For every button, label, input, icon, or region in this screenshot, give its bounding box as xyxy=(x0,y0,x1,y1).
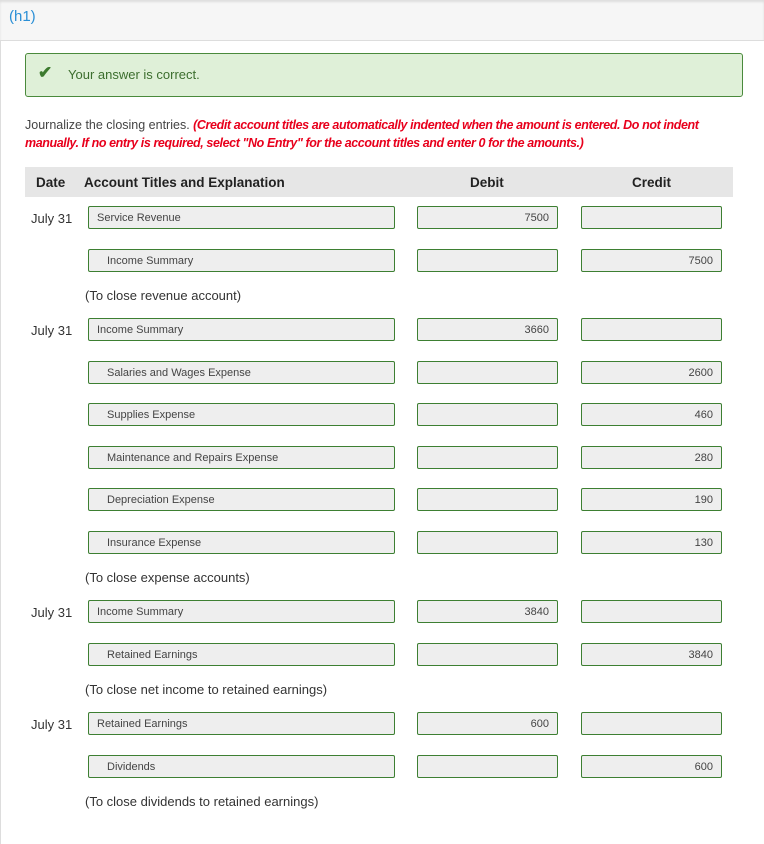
header-debit: Debit xyxy=(470,175,504,190)
journal-line xyxy=(0,712,764,755)
credit-input[interactable]: 280 xyxy=(581,446,722,469)
credit-input[interactable]: 3840 xyxy=(581,643,722,666)
debit-input[interactable]: 3660 xyxy=(417,318,558,341)
header-account: Account Titles and Explanation xyxy=(84,175,285,190)
debit-input[interactable] xyxy=(417,755,558,778)
journal-line xyxy=(0,206,764,249)
account-title-input[interactable]: Service Revenue xyxy=(88,206,395,229)
journal-line xyxy=(0,531,764,574)
credit-input[interactable]: 600 xyxy=(581,755,722,778)
account-title-input[interactable]: Income Summary xyxy=(88,600,395,623)
credit-input[interactable] xyxy=(581,206,722,229)
debit-input[interactable] xyxy=(417,643,558,666)
journal-line xyxy=(0,755,764,798)
account-title-input[interactable]: Maintenance and Repairs Expense xyxy=(88,446,395,469)
credit-input[interactable] xyxy=(581,600,722,623)
debit-input[interactable] xyxy=(417,488,558,511)
header-credit: Credit xyxy=(632,175,672,190)
instructions xyxy=(25,116,740,152)
entry-explanation: (To close expense accounts) xyxy=(85,570,250,585)
entry-explanation: (To close revenue account) xyxy=(85,288,242,303)
journal-line xyxy=(0,318,764,361)
account-title-input[interactable]: Dividends xyxy=(88,755,395,778)
entry-date: July 31 xyxy=(31,211,73,226)
journal-line xyxy=(0,249,764,292)
table-header xyxy=(25,167,733,197)
credit-input[interactable]: 7500 xyxy=(581,249,722,272)
journal-line xyxy=(0,600,764,643)
debit-input[interactable] xyxy=(417,249,558,272)
account-title-input[interactable]: Income Summary xyxy=(88,318,395,341)
question-part-header xyxy=(0,0,764,41)
journal-entries xyxy=(0,206,764,824)
account-title-input[interactable]: Depreciation Expense xyxy=(88,488,395,511)
debit-input[interactable] xyxy=(417,361,558,384)
credit-input[interactable] xyxy=(581,318,722,341)
check-icon: ✔ xyxy=(38,63,53,82)
feedback-banner xyxy=(25,53,743,97)
journal-line xyxy=(0,403,764,446)
account-title-input[interactable]: Supplies Expense xyxy=(88,403,395,426)
account-title-input[interactable]: Income Summary xyxy=(88,249,395,272)
journal-line xyxy=(0,361,764,404)
credit-input[interactable]: 190 xyxy=(581,488,722,511)
header-date: Date xyxy=(36,175,66,190)
journal-line xyxy=(0,643,764,686)
account-title-input[interactable]: Insurance Expense xyxy=(88,531,395,554)
instructions-text: Journalize the closing entries. xyxy=(25,118,190,132)
entry-date: July 31 xyxy=(31,605,73,620)
entry-explanation: (To close dividends to retained earnings) xyxy=(85,794,319,809)
debit-input[interactable]: 3840 xyxy=(417,600,558,623)
debit-input[interactable] xyxy=(417,446,558,469)
instructions-note: (Credit account titles are automatically indented when the amount is entered. Do not indent manually. If no entry is required, select "No Entry" for the account titles and enter 0 for the amounts.) xyxy=(25,118,699,150)
credit-input[interactable]: 130 xyxy=(581,531,722,554)
credit-input[interactable]: 460 xyxy=(581,403,722,426)
debit-input[interactable]: 7500 xyxy=(417,206,558,229)
debit-input[interactable] xyxy=(417,403,558,426)
entry-explanation: (To close net income to retained earnings) xyxy=(85,682,328,697)
debit-input[interactable] xyxy=(417,531,558,554)
feedback-message: Your answer is correct. xyxy=(68,67,200,82)
account-title-input[interactable]: Retained Earnings xyxy=(88,712,395,735)
entry-date: July 31 xyxy=(31,717,73,732)
account-title-input[interactable]: Retained Earnings xyxy=(88,643,395,666)
debit-input[interactable]: 600 xyxy=(417,712,558,735)
journal-line xyxy=(0,446,764,489)
credit-input[interactable] xyxy=(581,712,722,735)
credit-input[interactable]: 2600 xyxy=(581,361,722,384)
journal-line xyxy=(0,488,764,531)
account-title-input[interactable]: Salaries and Wages Expense xyxy=(88,361,395,384)
entry-date: July 31 xyxy=(31,323,73,338)
part-title: (h1) xyxy=(9,8,36,25)
